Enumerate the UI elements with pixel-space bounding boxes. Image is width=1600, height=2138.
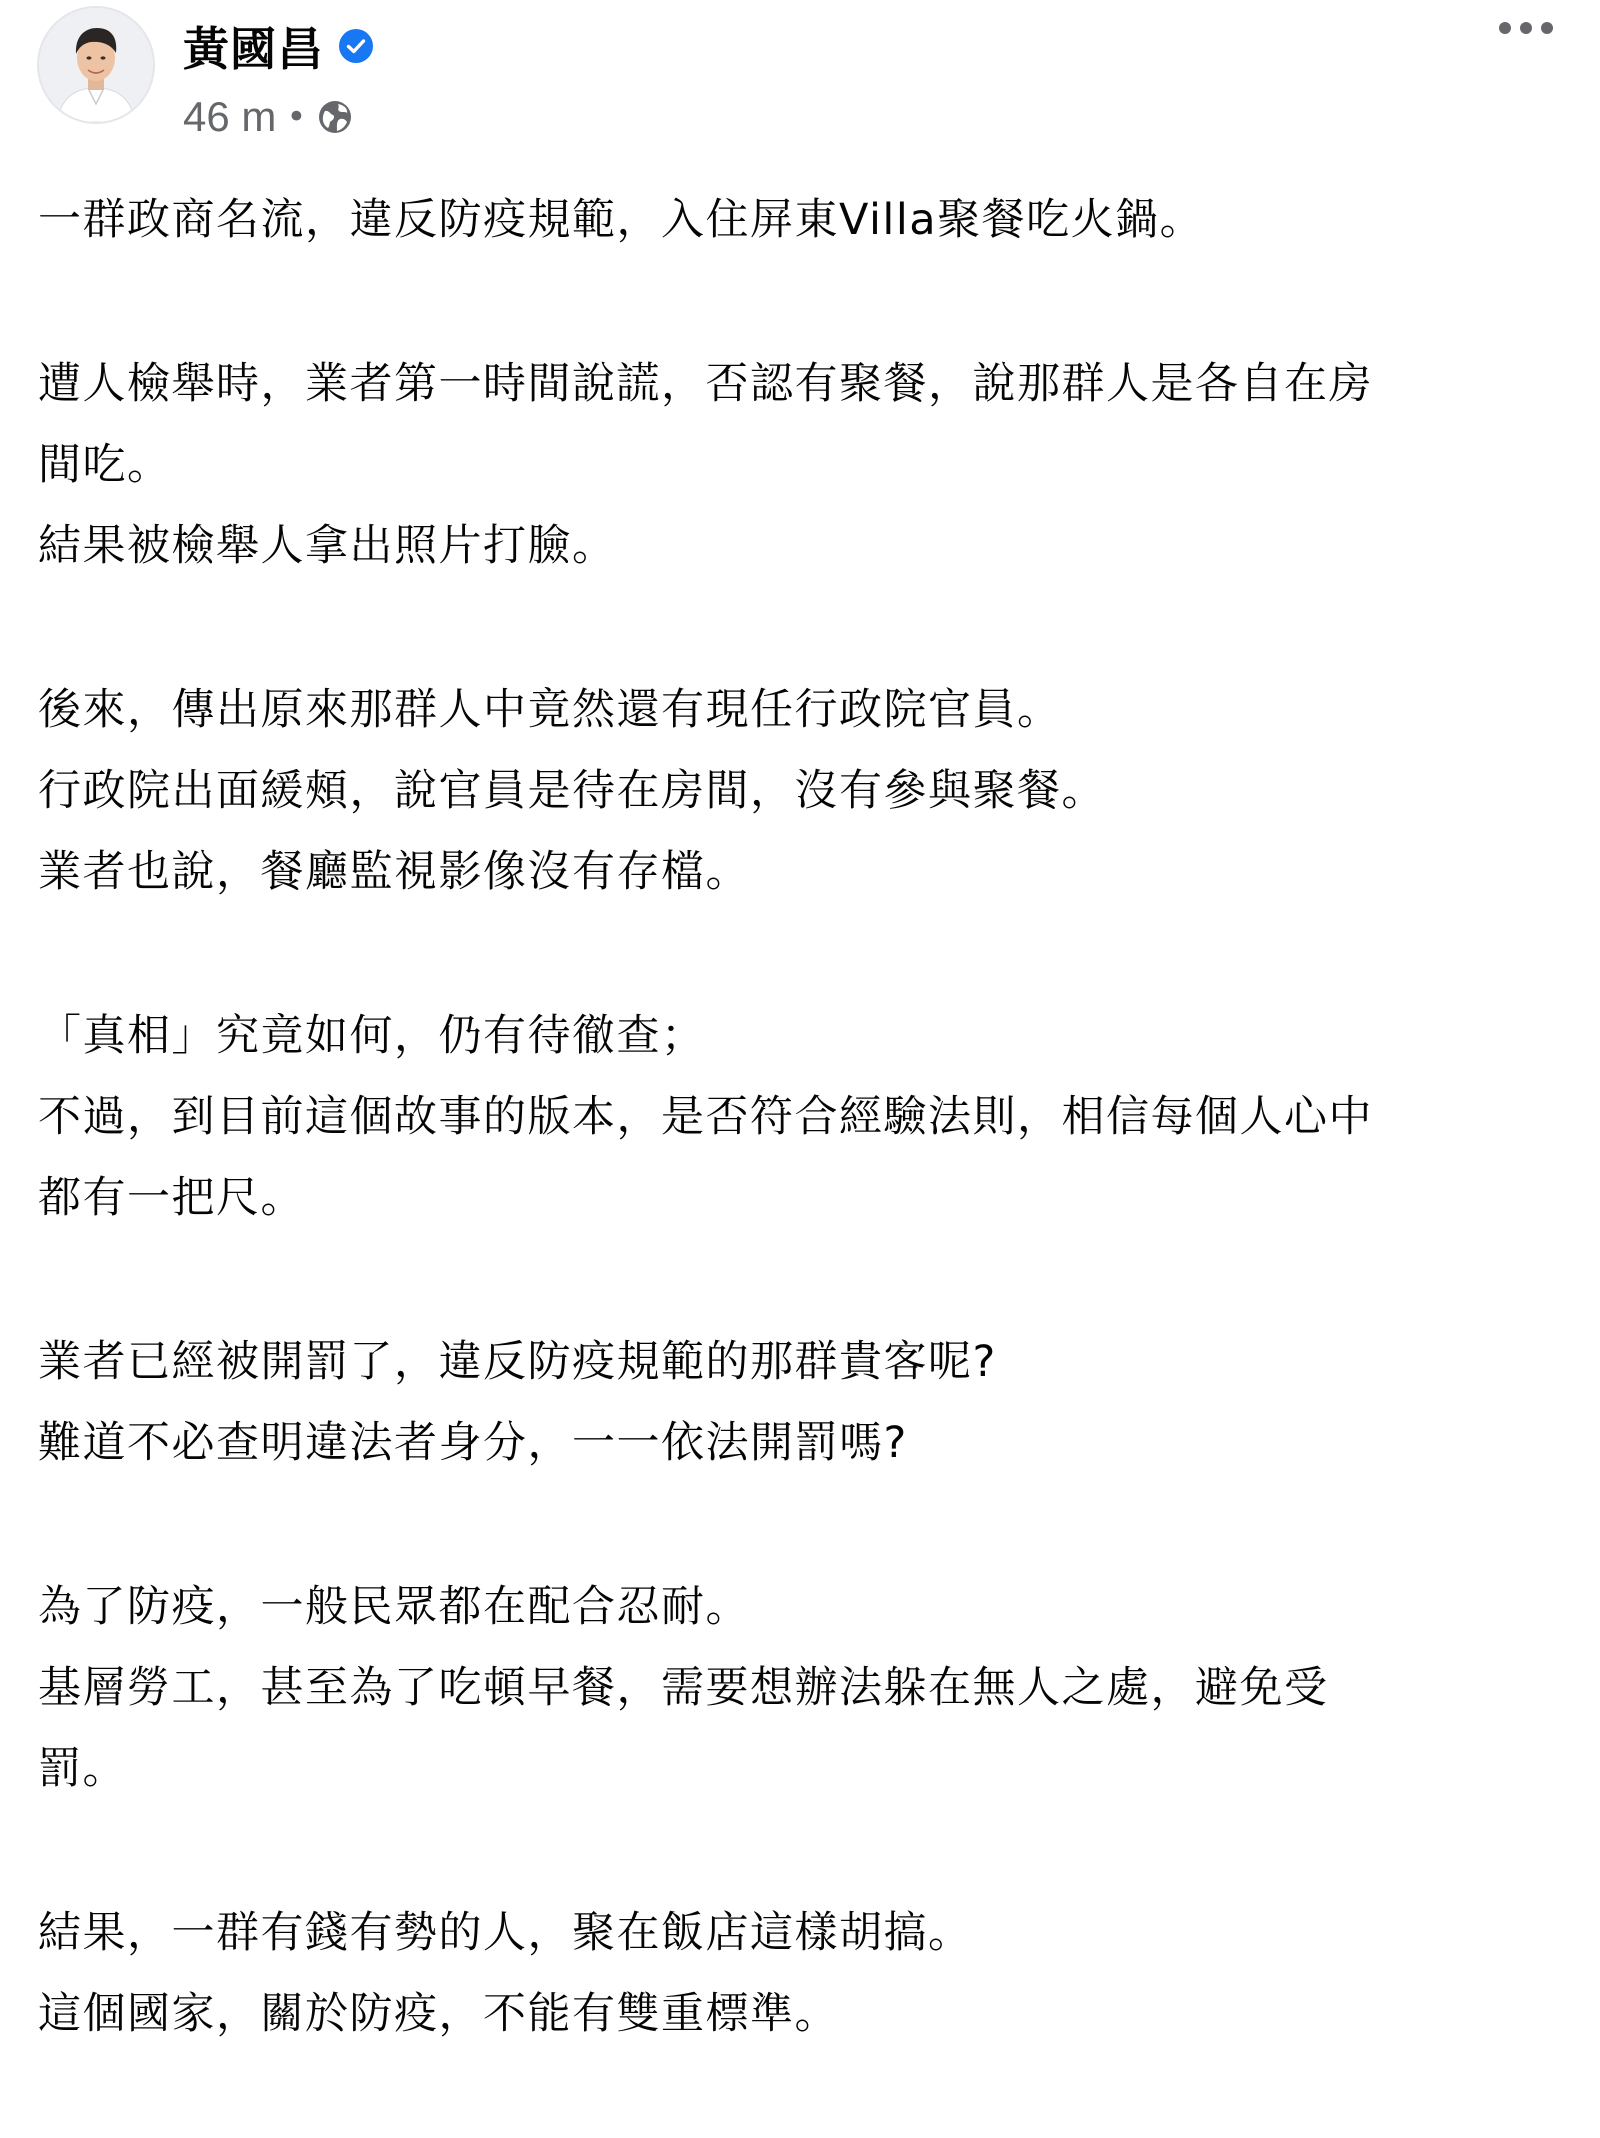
post-text-line: 結果被檢舉人拿出照片打臉。 — [38, 521, 617, 571]
more-options-icon — [1496, 20, 1556, 36]
more-options-button[interactable] — [1490, 6, 1562, 50]
post-text-line: 不過，到目前這個故事的版本，是否符合經驗法則，相信每個人心中 — [38, 1092, 1373, 1142]
post-body — [38, 180, 1568, 2138]
post-timestamp[interactable]: 46 m — [183, 93, 277, 140]
post-text-line: 基層勞工，甚至為了吃頓早餐，需要想辦法躲在無人之處，避免受 — [38, 1663, 1329, 1713]
post-text-line: 遭人檢舉時，業者第一時間說謊，否認有聚餐，說那群人是各自在房 — [38, 359, 1373, 409]
post-text-line: 後來，傳出原來那群人中竟然還有現任行政院官員。 — [38, 685, 1062, 735]
post-meta — [183, 92, 354, 142]
post-paragraph — [38, 1322, 1568, 1484]
post-paragraph — [38, 1893, 1568, 2055]
author-name[interactable]: 黃國昌 — [183, 22, 324, 76]
verified-badge-icon — [338, 28, 374, 64]
post-text-line: 罰。 — [38, 1744, 127, 1794]
post-paragraph — [38, 180, 1568, 261]
post-paragraph — [38, 344, 1568, 587]
post-text-line: 結果，一群有錢有勢的人，聚在飯店這樣胡搞。 — [38, 1908, 973, 1958]
post-text-line: 業者也說，餐廳監視影像沒有存檔。 — [38, 847, 750, 897]
post-text-line: 都有一把尺。 — [38, 1173, 305, 1223]
author-row — [183, 14, 374, 78]
post-text-line: 難道不必查明違法者身分，一一依法開罰嗎? — [38, 1418, 908, 1468]
post-text-line: 為了防疫，一般民眾都在配合忍耐。 — [38, 1582, 750, 1632]
author-avatar[interactable] — [37, 6, 155, 124]
post-text-line: 這個國家，關於防疫，不能有雙重標準。 — [38, 1989, 839, 2039]
post-text-line: 間吃。 — [38, 440, 172, 490]
post-paragraph — [38, 670, 1568, 913]
post-paragraph — [38, 1567, 1568, 1810]
post-text-line: 一群政商名流，違反防疫規範，入住屏東Villa聚餐吃火鍋。 — [38, 195, 1205, 245]
globe-icon[interactable] — [316, 98, 354, 136]
post-text-line: 「真相」究竟如何，仍有待徹查； — [38, 1011, 706, 1061]
post-text-line: 行政院出面緩頰，說官員是待在房間，沒有參與聚餐。 — [38, 766, 1106, 816]
meta-separator: • — [286, 97, 307, 137]
post-paragraph — [38, 996, 1568, 1239]
post-header — [0, 0, 1600, 160]
avatar-image — [39, 8, 153, 122]
post-text-line: 業者已經被開罰了，違反防疫規範的那群貴客呢? — [38, 1337, 997, 1387]
